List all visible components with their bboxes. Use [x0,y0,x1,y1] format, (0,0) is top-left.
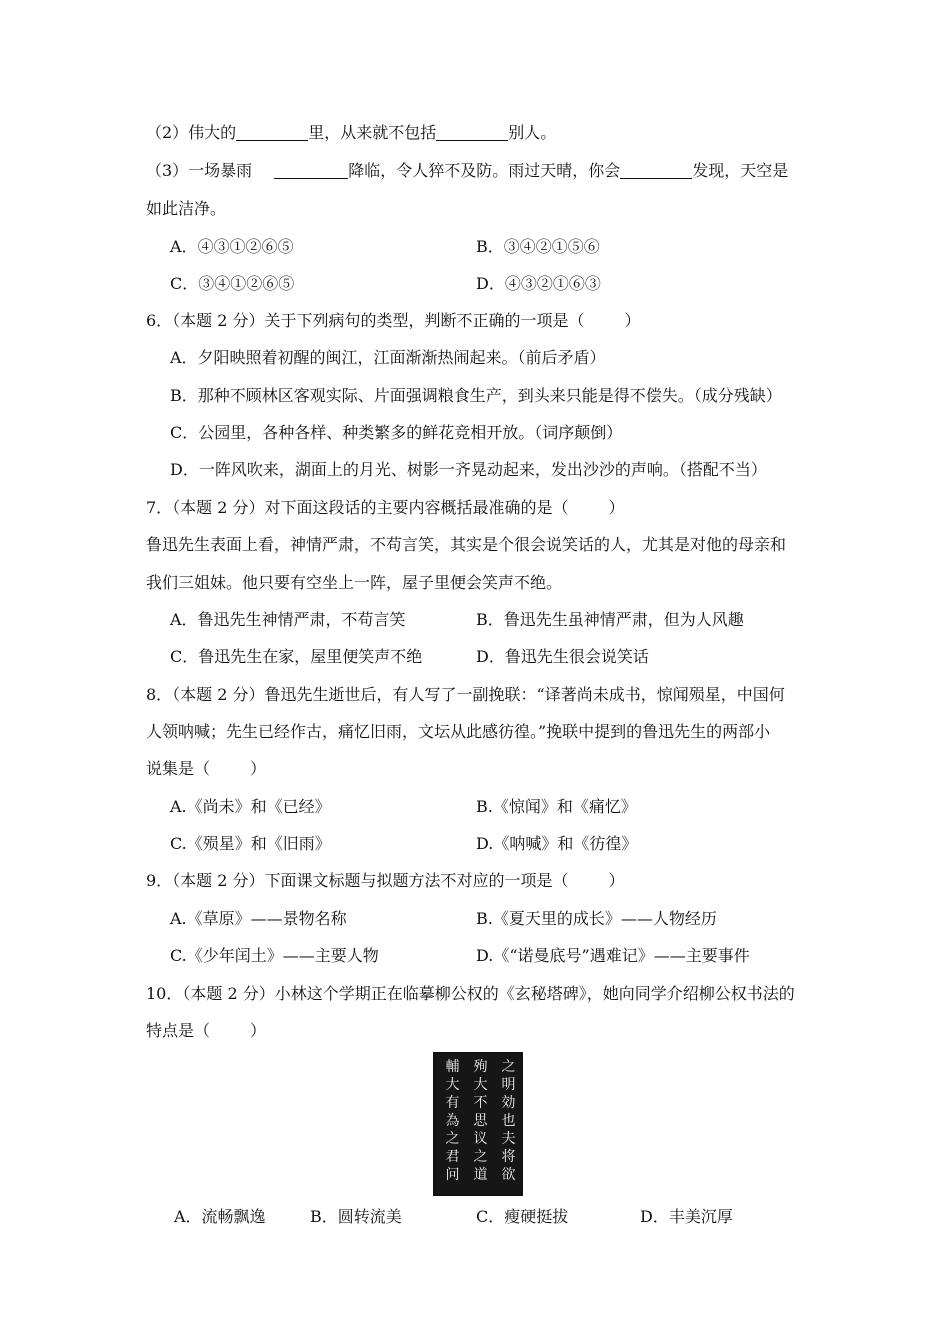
q5-item-3: （3）一场暴雨 降临，令人猝不及防。雨过天晴，你会 发现，天空是 [146,161,789,180]
q9-option-b[interactable]: B.《夏天里的成长》——人物经历 [476,909,717,928]
q5-item-3-cont: 如此洁净。 [146,199,227,218]
q9-option-d[interactable]: D.《“诺曼底号”遇难记》——主要事件 [476,946,750,965]
q6-option-d[interactable]: D．一阵风吹来，湖面上的月光、树影一齐晃动起来，发出沙沙的声响。（搭配不当） [170,460,767,479]
q10-option-b[interactable]: B．圆转流美 [310,1207,402,1226]
q5-option-c[interactable]: C．③④①②⑥⑤ [170,274,295,293]
q10-stem-line-1: 10．（本题 2 分）小林这个学期正在临摹柳公权的《玄秘塔碑》，她向同学介绍柳公权书法的 [146,984,795,1003]
q7-passage-line-1: 鲁迅先生表面上看，神情严肃，不苟言笑，其实是个很会说笑话的人，尤其是对他的母亲和 [146,535,787,554]
q10-option-d[interactable]: D．丰美沉厚 [640,1207,733,1226]
q6-option-c[interactable]: C．公园里，各种各样、种类繁多的鲜花竞相开放。（词序颠倒） [170,423,623,442]
q7-option-d[interactable]: D．鲁迅先生很会说笑话 [476,647,649,666]
q10-option-c[interactable]: C．瘦硬挺拔 [476,1207,569,1226]
q8-stem-line-2: 人领呐喊；先生已经作古，痛忆旧雨，文坛从此感彷徨。”挽联中提到的鲁迅先生的两部小 [146,722,771,741]
q8-option-c[interactable]: C.《殒星》和《旧雨》 [170,834,331,853]
q5-option-a[interactable]: A．④③①②⑥⑤ [170,237,294,256]
q8-stem-line-3: 说集是（ ） [146,759,267,778]
q5-option-d[interactable]: D．④③②①⑥③ [476,274,601,293]
q7-option-a[interactable]: A．鲁迅先生神情严肃，不苟言笑 [170,610,406,629]
q9-option-a[interactable]: A.《草原》——景物名称 [170,909,347,928]
q7-option-b[interactable]: B．鲁迅先生虽神情严肃，但为人风趣 [476,610,744,629]
q5-item-2: （2）伟大的 里，从来就不包括 别人。 [146,123,557,142]
q7-passage-line-2: 我们三姐妹。他只要有空坐上一阵，屋子里便会笑声不绝。 [146,573,563,592]
q6-option-b[interactable]: B．那种不顾林区客观实际、片面强调粮食生产，到头来只能是得不偿失。（成分残缺） [170,386,782,405]
q8-option-d[interactable]: D.《呐喊》和《彷徨》 [476,834,638,853]
q10-option-a[interactable]: A．流畅飘逸 [174,1207,266,1226]
q8-stem-line-1: 8．（本题 2 分）鲁迅先生逝世后，有人写了一副挽联：“译著尚未成书，惊闻殒星，中国何 [146,685,785,704]
q6-option-a[interactable]: A．夕阳映照着初醒的闽江，江面渐渐热闹起来。（前后矛盾） [170,348,606,367]
q10-stem-line-2: 特点是（ ） [146,1021,267,1040]
q9-option-c[interactable]: C.《少年闰土》——主要人物 [170,946,379,965]
q9-stem: 9．（本题 2 分）下面课文标题与拟题方法不对应的一项是（ ） [146,871,625,890]
q7-option-c[interactable]: C．鲁迅先生在家，屋里便笑声不绝 [170,647,423,666]
q8-option-a[interactable]: A.《尚未》和《已经》 [170,797,331,816]
fill-blank[interactable] [274,162,348,179]
q5-option-b[interactable]: B．③④②①⑤⑥ [476,237,600,256]
fill-blank[interactable] [236,124,308,141]
fill-blank[interactable] [620,162,692,179]
q8-option-b[interactable]: B.《惊闻》和《痛忆》 [476,797,637,816]
rubbing-column-2: 殉大不思议之道 [473,1059,488,1183]
calligraphy-rubbing-image [433,1052,523,1196]
rubbing-column-3: 輔大有為之君问 [445,1059,460,1183]
fill-blank[interactable] [436,124,508,141]
rubbing-column-1: 之明効也夫将欲 [501,1059,516,1183]
q7-stem: 7．（本题 2 分）对下面这段话的主要内容概括最准确的是（ ） [146,498,625,517]
q6-stem: 6．（本题 2 分）关于下列病句的类型，判断不正确的一项是（ ） [146,311,641,330]
